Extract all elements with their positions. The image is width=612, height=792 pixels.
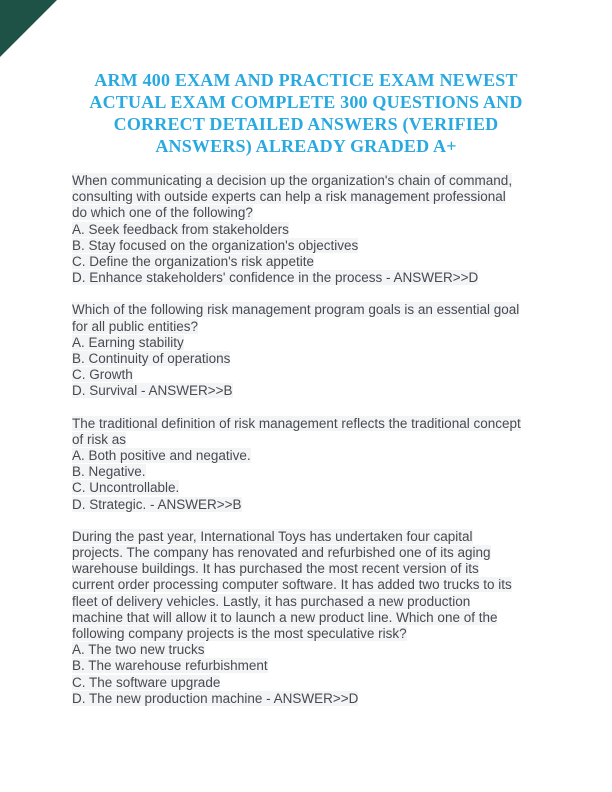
text-line bbox=[72, 254, 540, 270]
document-body bbox=[72, 157, 540, 707]
text-line-content: B. The warehouse refurbishment bbox=[72, 658, 268, 674]
text-line bbox=[72, 480, 540, 496]
text-line bbox=[72, 270, 540, 286]
text-line-content: C. Define the organization's risk appetite bbox=[72, 254, 314, 270]
text-line bbox=[72, 658, 540, 674]
text-line-content: When communicating a decision up the organization's chain of command, bbox=[72, 173, 513, 188]
text-line-content: projects. The company has renovated and refurbished one of its aging bbox=[72, 545, 491, 561]
title-line: ACTUAL EXAM COMPLETE 300 QUESTIONS AND bbox=[89, 92, 523, 112]
text-line-content: do which one of the following? bbox=[72, 205, 253, 221]
text-line-content: A. The two new trucks bbox=[72, 642, 205, 658]
text-line-content: D. The new production machine - ANSWER>>D bbox=[72, 690, 359, 706]
text-line bbox=[72, 319, 540, 335]
text-line-content: A. Seek feedback from stakeholders bbox=[72, 221, 289, 237]
text-line-content: D. Survival - ANSWER>>B bbox=[72, 383, 233, 399]
text-line bbox=[72, 529, 540, 545]
text-line-content: B. Stay focused on the organization's objectives bbox=[72, 237, 359, 253]
text-line bbox=[72, 497, 540, 513]
text-line bbox=[72, 464, 540, 480]
question-block-2 bbox=[72, 302, 540, 399]
text-line-content: of risk as bbox=[72, 431, 127, 447]
text-line-content: C. Uncontrollable. bbox=[72, 480, 180, 496]
text-line-content: The traditional definition of risk management reflects the traditional concept bbox=[72, 415, 521, 431]
text-line bbox=[72, 610, 540, 626]
text-line bbox=[72, 335, 540, 351]
text-line-content: C. Growth bbox=[72, 367, 133, 383]
text-line-content: fleet of delivery vehicles. Lastly, it has purchased a new production bbox=[72, 593, 471, 609]
text-line-content: for all public entities? bbox=[72, 318, 199, 334]
text-line-content: consulting with outside experts can help a risk management professional bbox=[72, 189, 506, 205]
text-line bbox=[72, 416, 540, 432]
corner-fold-decoration bbox=[0, 0, 57, 57]
text-line-content: During the past year, International Toys has undertaken four capital bbox=[72, 528, 473, 544]
text-line-content: current order processing computer software. It has added two trucks to its bbox=[72, 577, 512, 593]
text-line bbox=[72, 367, 540, 383]
text-line-content: D. Strategic. - ANSWER>>B bbox=[72, 496, 242, 512]
title-line: ARM 400 EXAM AND PRACTICE EXAM NEWEST bbox=[94, 70, 518, 90]
text-line bbox=[72, 642, 540, 658]
text-line bbox=[72, 351, 540, 367]
text-line bbox=[72, 189, 540, 205]
text-line-content: D. Enhance stakeholders' confidence in the process - ANSWER>>D bbox=[72, 270, 479, 286]
text-line bbox=[72, 545, 540, 561]
text-line bbox=[72, 222, 540, 238]
text-line-content: A. Both positive and negative. bbox=[72, 448, 251, 464]
text-line bbox=[72, 432, 540, 448]
text-line bbox=[72, 675, 540, 691]
question-block-4 bbox=[72, 529, 540, 707]
text-line-content: warehouse buildings. It has purchased the most recent version of its bbox=[72, 561, 479, 577]
text-line bbox=[72, 577, 540, 593]
text-line bbox=[72, 205, 540, 221]
text-line-content: C. The software upgrade bbox=[72, 674, 221, 690]
text-line bbox=[72, 561, 540, 577]
text-line bbox=[72, 594, 540, 610]
text-line bbox=[72, 448, 540, 464]
text-line bbox=[72, 691, 540, 707]
text-line bbox=[72, 302, 540, 318]
text-line-content: Which of the following risk management program goals is an essential goal bbox=[72, 302, 520, 318]
document-title bbox=[70, 69, 542, 157]
title-line: ANSWERS) ALREADY GRADED A+ bbox=[155, 136, 457, 156]
text-line bbox=[72, 383, 540, 399]
text-line-content: machine that will allow it to launch a new product line. Which one of the bbox=[72, 609, 498, 625]
title-line: CORRECT DETAILED ANSWERS (VERIFIED bbox=[113, 114, 499, 134]
question-block-3 bbox=[72, 416, 540, 513]
text-line bbox=[72, 238, 540, 254]
text-line-content: A. Earning stability bbox=[72, 334, 184, 350]
text-line-content: B. Continuity of operations bbox=[72, 351, 231, 367]
text-line bbox=[72, 626, 540, 642]
text-line bbox=[72, 173, 540, 189]
text-line-content: B. Negative. bbox=[72, 464, 146, 480]
question-block-1 bbox=[72, 173, 540, 286]
text-line-content: following company projects is the most speculative risk? bbox=[72, 626, 407, 642]
